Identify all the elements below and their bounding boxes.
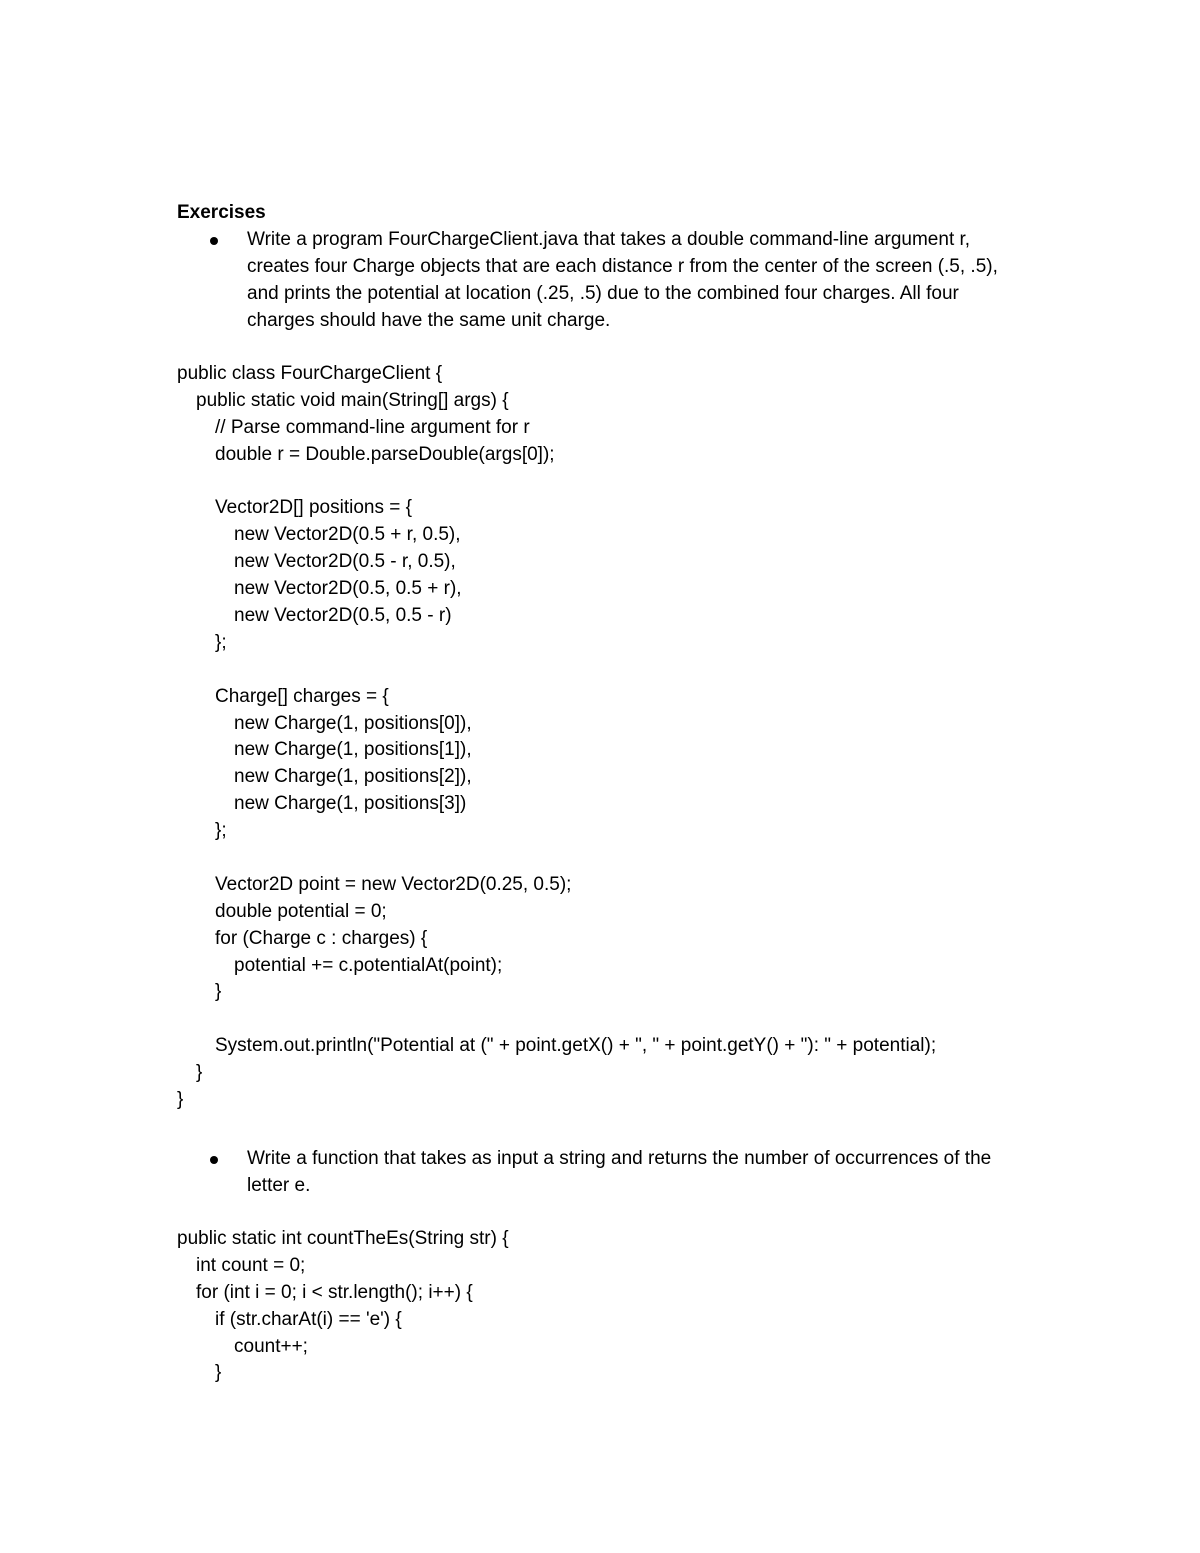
code-line: new Charge(1, positions[1]), [234, 739, 472, 761]
section-heading: Exercises [177, 202, 266, 223]
exercise-1-code-block [177, 361, 1077, 1114]
code-line: double r = Double.parseDouble(args[0]); [215, 443, 555, 465]
code-line: }; [215, 820, 227, 842]
code-line [177, 1006, 1077, 1033]
code-line: Vector2D point = new Vector2D(0.25, 0.5); [215, 873, 572, 895]
code-line: double potential = 0; [215, 900, 387, 922]
exercise-2-code-block [177, 1226, 1077, 1387]
code-line [177, 657, 1077, 684]
code-line [177, 845, 1077, 872]
code-line: new Vector2D(0.5, 0.5 + r), [234, 578, 462, 600]
code-line: } [215, 1362, 222, 1384]
code-line: new Vector2D(0.5 - r, 0.5), [234, 551, 456, 573]
code-line: System.out.println("Potential at (" + point.getX() + ", " + point.getY() + "): " + potential); [215, 1035, 937, 1057]
code-line: new Vector2D(0.5 + r, 0.5), [234, 524, 461, 546]
exercise-2-bullet [177, 1145, 1027, 1199]
exercise-1-bullet [177, 226, 1027, 334]
code-line: } [196, 1062, 203, 1084]
code-line: count++; [234, 1335, 308, 1357]
code-line: for (int i = 0; i < str.length(); i++) { [196, 1281, 473, 1303]
code-line: } [177, 1089, 184, 1111]
exercise-1-text: Write a program FourChargeClient.java that takes a double command-line argument r, creates four Charge objects that are each distance r from the center of the screen (.5, .5), and prints the potential at location (.25, .5) due to the combined four charges. All four charges should have the same unit charge. [247, 229, 1004, 331]
code-line: new Charge(1, positions[3]) [234, 793, 467, 815]
code-line: public static int countTheEs(String str) { [177, 1228, 509, 1249]
bullet-icon [210, 1156, 218, 1164]
code-line: int count = 0; [196, 1254, 306, 1276]
code-line: if (str.charAt(i) == 'e') { [215, 1308, 402, 1330]
code-line: public class FourChargeClient { [177, 363, 443, 384]
bullet-icon [210, 237, 218, 245]
code-line: // Parse command-line argument for r [215, 416, 530, 438]
code-line: potential += c.potentialAt(point); [234, 954, 503, 976]
exercise-2-text: Write a function that takes as input a string and returns the number of occurrences of the letter e. [247, 1148, 997, 1196]
code-line: for (Charge c : charges) { [215, 927, 428, 949]
code-line: public static void main(String[] args) { [196, 389, 509, 411]
code-line: }; [215, 631, 227, 653]
code-line: Vector2D[] positions = { [215, 497, 412, 519]
code-line: Charge[] charges = { [215, 685, 389, 707]
code-line: new Charge(1, positions[2]), [234, 766, 472, 788]
code-line: new Vector2D(0.5, 0.5 - r) [234, 605, 452, 627]
code-line [177, 469, 1077, 496]
code-line: } [215, 981, 222, 1003]
code-line: new Charge(1, positions[0]), [234, 712, 472, 734]
